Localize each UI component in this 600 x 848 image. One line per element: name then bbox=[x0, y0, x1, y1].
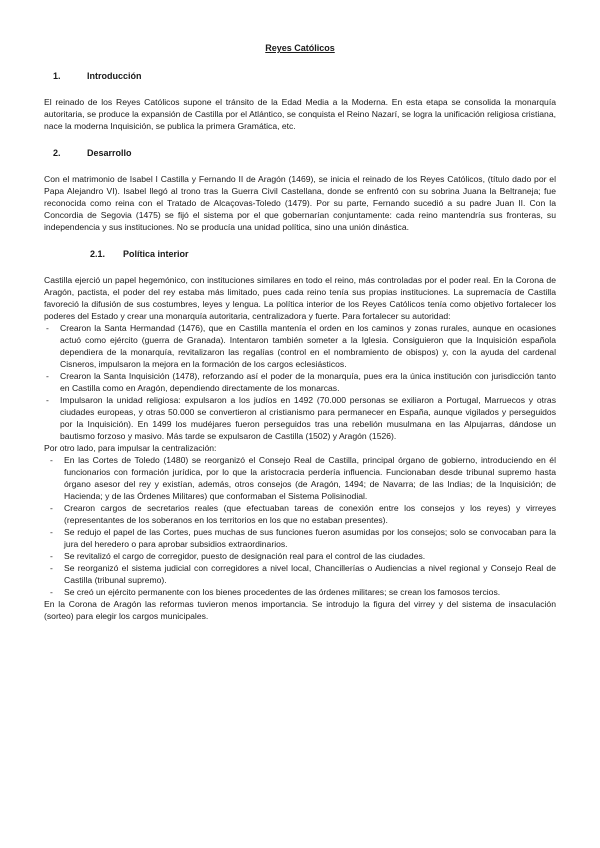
bullet-dash: - bbox=[50, 563, 53, 573]
list-item-text: Se creó un ejército permanente con los bienes procedentes de las órdenes militares; se crean los famosos tercios. bbox=[64, 587, 501, 597]
section-number: 1. bbox=[53, 71, 61, 81]
list-item bbox=[44, 526, 556, 550]
list-item bbox=[44, 322, 556, 370]
list-item bbox=[44, 394, 556, 442]
bullet-dash: - bbox=[50, 503, 53, 513]
document-title: Reyes Católicos bbox=[265, 43, 335, 53]
subsection-intro-paragraph: Castilla ejerció un papel hegemónico, con instituciones similares en todo el reino, más controladas por el poder real. En la Corona de Aragón, pactista, el poder del rey estaba más limitado, pues cada reino tenía sus propias instituciones. La supremacía de Castilla favoreció la difusión de sus costumbres, leyes y lengua. La política interior de los Reyes Católicos tenía como objetivo fortalecer los poderes del Estado y crear una monarquía autoritaria, centralizadora y fuerte. Para fortalecer su autoridad: bbox=[44, 275, 556, 321]
list-item-text: Se redujo el papel de las Cortes, pues muchas de sus funciones fueron asumidas por los consejos; solo se convocaban para la jura del heredero o para aprobar subsidios extraordinarios. bbox=[64, 527, 556, 549]
bullet-dash: - bbox=[50, 455, 53, 465]
authority-measures-list bbox=[44, 322, 556, 442]
bullet-dash: - bbox=[50, 527, 53, 537]
subsection-title: Política interior bbox=[123, 249, 189, 259]
section-paragraph-introduccion: El reinado de los Reyes Católicos supone el tránsito de la Edad Media a la Moderna. En esta etapa se consolida la monarquía autoritaria, se produce la expansión de Castilla por el Atlántico, se conquista el Reino Nazarí, se logra la unificación religiosa cristiana, nace la moderna Inquisición, se publica la primera Gramática, etc. bbox=[44, 97, 556, 131]
centralization-measures-list bbox=[44, 454, 556, 598]
subsection-number: 2.1. bbox=[90, 249, 106, 259]
bullet-dash: - bbox=[46, 395, 49, 405]
list-item-text: Crearon cargos de secretarios reales (que efectuaban tareas de conexión entre los consejos y los reyes) y virreyes (representantes de los soberanos en los territorios en los que no estaban presentes). bbox=[64, 503, 556, 525]
list-item-text: En las Cortes de Toledo (1480) se reorganizó el Consejo Real de Castilla, principal órgano de gobierno, introduciendo en él funcionarios con formación jurídica, por lo que la aristocracia perdería influencia. Funcionaban desde tribunal supremo hasta órgano asesor del rey y existían, además, otros consejos (de Aragón, 1494; de Navarra; de las Indias; de la Inquisición; de Hacienda; y de las Órdenes Militares) que conformaban el Sistema Polisinodial. bbox=[64, 455, 556, 501]
bullet-dash: - bbox=[50, 551, 53, 561]
section-number: 2. bbox=[53, 148, 61, 158]
list-item bbox=[44, 454, 556, 502]
list-item-text: Crearon la Santa Inquisición (1478), reforzando así el poder de la monarquía, pues era la única institución con jurisdicción tanto en Castilla como en Aragón, dependiendo directamente de los monarcas. bbox=[60, 371, 556, 393]
list-item-text: Se reorganizó el sistema judicial con corregidores a nivel local, Chancillerías o Audiencias a nivel regional y Consejo Real de Castilla (tribunal supremo). bbox=[64, 563, 556, 585]
section-title: Introducción bbox=[87, 71, 142, 81]
list-item bbox=[44, 562, 556, 586]
list-item bbox=[44, 370, 556, 394]
section-paragraph-desarrollo: Con el matrimonio de Isabel I Castilla y Fernando II de Aragón (1469), se inicia el reinado de los Reyes Católicos, (título dado por el Papa Alejandro VI). Isabel llegó al trono tras la Guerra Civil Castellana, donde se enfrentó con su sobrina Juana la Beltraneja; fue reconocida como reina con el Tratado de Alcaçovas-Toledo (1479). Por su parte, Fernando sucedió a su padre Juan II. Con la Concordia de Segovia (1475) se fijó el sistema por el que gobernarían conjuntamente: cada reino mantendría sus fronteras, su independencia y sus instituciones. No se producía una unidad política, sino una unión dinástica. bbox=[44, 174, 556, 232]
list-item bbox=[44, 502, 556, 526]
bullet-dash: - bbox=[50, 587, 53, 597]
list-item-text: Crearon la Santa Hermandad (1476), que en Castilla mantenía el orden en los caminos y zonas rurales, aunque en ocasiones actuó como ejército (guerra de Granada). Intentaron también someter a la Iglesia. Consiguieron que la Inquisición española dependiera de la monarquía, revitalizaron las regalías (control en el nombramiento de obispos) y, con la ayuda del cardenal Cisneros, impulsaron la mejora en la formación de los cargos eclesiásticos. bbox=[60, 323, 556, 369]
list-item-text: Se revitalizó el cargo de corregidor, puesto de designación real para el control de las ciudades. bbox=[64, 551, 426, 561]
subsection-heading-politica-interior bbox=[44, 248, 556, 260]
closing-paragraph: En la Corona de Aragón las reformas tuvieron menos importancia. Se introdujo la figura del virrey y del sistema de insaculación (sorteo) para elegir los cargos municipales. bbox=[44, 599, 556, 621]
section-heading-introduccion bbox=[44, 70, 556, 82]
list-item bbox=[44, 550, 556, 562]
bullet-dash: - bbox=[46, 371, 49, 381]
section-heading-desarrollo bbox=[44, 147, 556, 159]
bullet-dash: - bbox=[46, 323, 49, 333]
centralization-intro: Por otro lado, para impulsar la centralización: bbox=[44, 443, 217, 453]
list-item-text: Impulsaron la unidad religiosa: expulsaron a los judíos en 1492 (70.000 personas se exiliaron a Portugal, Marruecos y otras ciudades europeas, y otras 50.000 se convertieron al cristianismo para permanecer en España, aunque vigilados y perseguidos por la Inquisición). En 1499 los mudéjares fueron perseguidos tras una rebelión musulmana en las Alpujarras, dándose un bautismo forzoso y masivo. Más tarde se expulsaron de Castilla (1502) y Aragón (1526). bbox=[60, 395, 556, 441]
section-title: Desarrollo bbox=[87, 148, 132, 158]
list-item bbox=[44, 586, 556, 598]
